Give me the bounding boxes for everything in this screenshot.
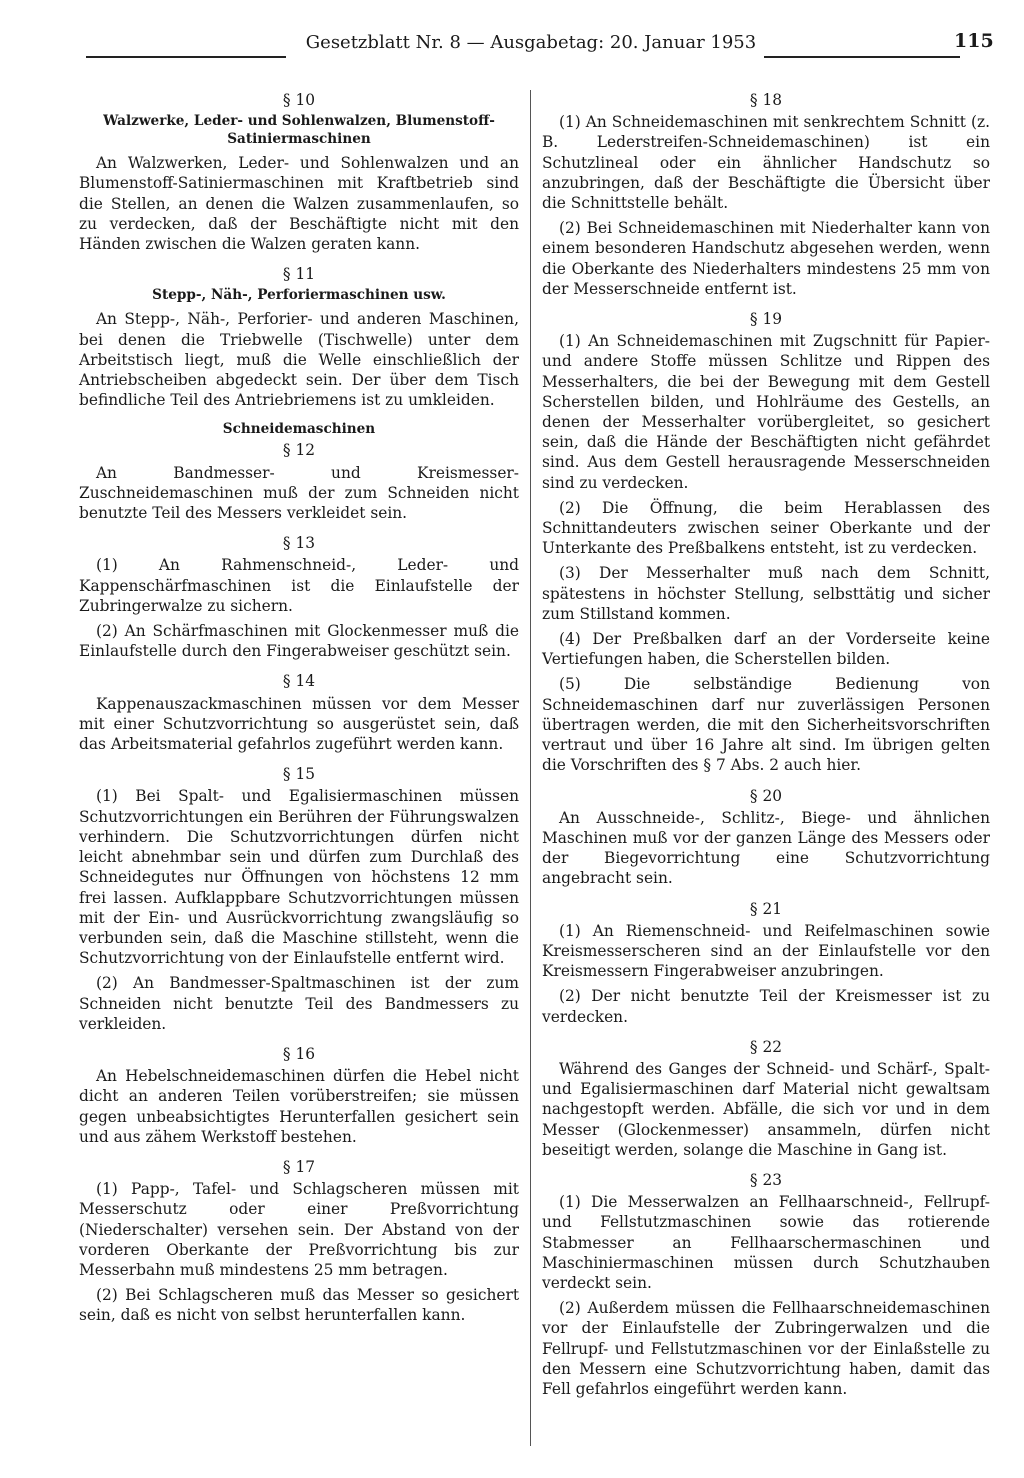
- section-number: § 15: [282, 765, 316, 784]
- right-column: [542, 90, 990, 1409]
- section: [542, 90, 990, 299]
- section-paragraph: An Hebelschneidemaschinen dürfen die Hebel nicht dicht an anderen Teilen vorüberstreifen; sie müssen gegen unbeabsichtigtes Herunterfallen gesichert sein und aus zähem Werkstoff bestehen.: [79, 1067, 519, 1146]
- page-number: 115: [954, 30, 994, 52]
- section-paragraph: (1) An Schneidemaschinen mit senkrechtem Schnitt (z. B. Lederstreifen-Schneidemaschinen) ist ein Schutzlineal oder ein ähnlicher Handschutz so anzubringen, daß der Beschäftigte die Übersicht über die Schnittstelle behält.: [542, 113, 990, 213]
- section-paragraph: (2) Der nicht benutzte Teil der Kreismesser ist zu verdecken.: [542, 987, 990, 1026]
- section-paragraph: (1) Papp-, Tafel- und Schlagscheren müssen mit Messerschutz oder einer Preßvorrichtung (Niederschalter) versehen sein. Der Abstand von der vorderen Oberkante der Preßvorrichtung bis zur Messerbahn muß mindestens 25 mm betragen.: [79, 1180, 519, 1279]
- section-paragraph: An Stepp-, Näh-, Perforier- und anderen Maschinen, bei denen die Triebwelle (Tischwelle) unter dem Arbeitstisch liegt, muß die Welle einschließlich der Antriebscheiben abgedeckt sein. Der über dem Tisch befindliche Teil des Antriebriemens ist zu umkleiden.: [79, 310, 519, 410]
- section-number: § 20: [749, 786, 783, 805]
- page-header: [86, 30, 994, 70]
- section-number: § 14: [282, 672, 316, 691]
- section: [79, 90, 519, 254]
- section-number: § 11: [282, 265, 316, 284]
- section: [79, 1044, 519, 1147]
- section-number: § 18: [749, 91, 783, 109]
- section-paragraph: An Ausschneide-, Schlitz-, Biege- und ähnlichen Maschinen muß vor der ganzen Länge des Messers oder der Biegevorrichtung eine Schutzvorrichtung angebracht sein.: [542, 808, 990, 888]
- section-number: § 10: [282, 91, 316, 109]
- section: [79, 764, 519, 1034]
- section-number: § 21: [749, 899, 783, 918]
- section-number: § 12: [282, 441, 316, 460]
- section-number: § 22: [749, 1037, 783, 1056]
- section: [542, 786, 990, 889]
- section-paragraph: An Walzwerken, Leder- und Sohlenwalzen und an Blumenstoff-Satiniermaschinen mit Kraftbetrieb sind die Stellen, an denen die Walzen zusammenlaufen, so zu verdecken, daß der Beschäftigte nicht mit den Händen zwischen die Walzen geraten kann.: [79, 154, 519, 254]
- section-paragraph: (5) Die selbständige Bedienung von Schneidemaschinen darf nur zuverlässigen Personen übertragen werden, die mit den Sicherheitsvorschriften vertraut und über 16 Jahre alt sind. Im übrigen gelten die Vorschriften des § 7 Abs. 2 auch hier.: [542, 675, 990, 775]
- section-paragraph: (2) Außerdem müssen die Fellhaarschneidemaschinen vor der Einlaufstelle der Zubringerwalzen und die Fellrupf- und Fellstutzmaschinen vor der Einlaßstelle zu den Messern eine Schutzvorrichtung haben, damit das Fell gefahrlos eingeführt werden kann.: [542, 1299, 990, 1398]
- section-paragraph: (1) Bei Spalt- und Egalisiermaschinen müssen Schutzvorrichtungen ein Berühren der Führungswalzen verhindern. Die Schutzvorrichtungen dürfen nicht leicht abnehmbar sein und dürfen zum Durchlaß des Schneidegutes nur Öffnungen von höchstens 12 mm frei lassen. Aufklappbare Schutzvorrichtungen müssen mit der Ein- und Ausrückvorrichtung zwangsläufig so verbunden sein, daß die Maschine stillsteht, wenn die Schutzvorrichtung von der Einlaufstelle entfernt wird.: [79, 787, 519, 968]
- section-paragraph: Während des Ganges der Schneid- und Schärf-, Spalt- und Egalisiermaschinen darf Material nicht gewaltsam nachgestopft werden. Abfälle, die sich vor und in dem Messer (Glockenmesser) ansammeln, dürfen nicht beseitigt werden, solange die Maschine in Gang ist.: [542, 1059, 990, 1159]
- section: [542, 899, 990, 1027]
- section-number: § 23: [749, 1170, 783, 1189]
- section: [79, 264, 519, 410]
- section-title: Stepp-, Näh-, Perforiermaschinen usw.: [152, 287, 446, 304]
- left-column: [79, 90, 519, 1336]
- header-rule-left: [86, 56, 286, 58]
- section-paragraph: (1) An Rahmenschneid-, Leder- und Kappenschärfmaschinen ist die Einlaufstelle der Zubringerwalze zu sichern.: [79, 556, 519, 615]
- section: [79, 671, 519, 754]
- section-number: § 19: [749, 310, 783, 329]
- header-rule-right: [764, 56, 960, 58]
- section-paragraph: (1) An Riemenschneid- und Reifelmaschinen sowie Kreismesserscheren sind an der Einlaufstelle vor den Kreismessern Fingerabweiser anzubringen.: [542, 921, 990, 981]
- section: [542, 309, 990, 775]
- section-paragraph: (1) An Schneidemaschinen mit Zugschnitt für Papier- und andere Stoffe müssen Schlitze und Rippen des Messerhalters, die bei der Bewegung mit dem Gestell Scherstellen bilden, und Hohlräume des Gestells, an denen der Messerhalter vorübergleitet, so gesichert sein, daß die Hände der Beschäftigten nicht gefährdet sind. Aus dem Gestell herausragende Messerschneiden sind zu verdecken.: [542, 332, 990, 492]
- section-number: § 13: [282, 534, 316, 553]
- group-heading: Schneidemaschinen: [222, 421, 376, 438]
- column-divider: [530, 90, 531, 1446]
- section-paragraph: An Bandmesser- und Kreismesser-Zuschneidemaschinen muß der zum Schneiden nicht benutzte Teil des Messers verkleidet sein.: [79, 463, 519, 523]
- section-paragraph: (1) Die Messerwalzen an Fellhaarschneid-, Fellrupf- und Fellstutzmaschinen sowie das rotierende Stabmesser an Fellhaarschermaschinen und Maschiniermaschinen müssen durch Schutzhauben verdeckt sein.: [542, 1193, 990, 1292]
- section-paragraph: (2) An Bandmesser-Spaltmaschinen ist der zum Schneiden nicht benutzte Teil des Bandmessers zu verkleiden.: [79, 974, 519, 1033]
- section-paragraph: (4) Der Preßbalken darf an der Vorderseite keine Vertiefungen haben, die Scherstellen bilden.: [542, 630, 990, 669]
- section-title: Walzwerke, Leder- und Sohlenwalzen, Blumenstoff-Satiniermaschinen: [103, 113, 495, 148]
- section-paragraph: Kappenauszackmaschinen müssen vor dem Messer mit einer Schutzvorrichtung so ausgerüstet sein, daß das Arbeitsmaterial gefahrlos zugeführt werden kann.: [79, 694, 519, 754]
- section: [79, 533, 519, 661]
- section: [79, 420, 519, 523]
- section-paragraph: (2) Die Öffnung, die beim Herablassen des Schnittandeuters zwischen seiner Oberkante und der Unterkante des Preßbalkens entsteht, ist zu verdecken.: [542, 498, 990, 558]
- section-paragraph: (2) Bei Schlagscheren muß das Messer so gesichert sein, daß es nicht von selbst herunterfallen kann.: [79, 1286, 519, 1325]
- section-number: § 16: [282, 1044, 316, 1063]
- section-paragraph: (2) Bei Schneidemaschinen mit Niederhalter kann von einem besonderen Handschutz abgesehen werden, wenn die Oberkante des Niederhalters mindestens 25 mm von der Messerschneide entfernt ist.: [542, 219, 990, 298]
- section-number: § 17: [282, 1157, 316, 1176]
- section: [542, 1037, 990, 1160]
- section: [79, 1157, 519, 1326]
- section-paragraph: (3) Der Messerhalter muß nach dem Schnitt, spätestens in höchster Stellung, selbsttätig und sicher zum Stillstand kommen.: [542, 564, 990, 623]
- header-title: Gesetzblatt Nr. 8 — Ausgabetag: 20. Januar 1953: [305, 32, 757, 53]
- section-paragraph: (2) An Schärfmaschinen mit Glockenmesser muß die Einlaufstelle durch den Fingerabweiser geschützt sein.: [79, 622, 519, 661]
- section: [542, 1170, 990, 1399]
